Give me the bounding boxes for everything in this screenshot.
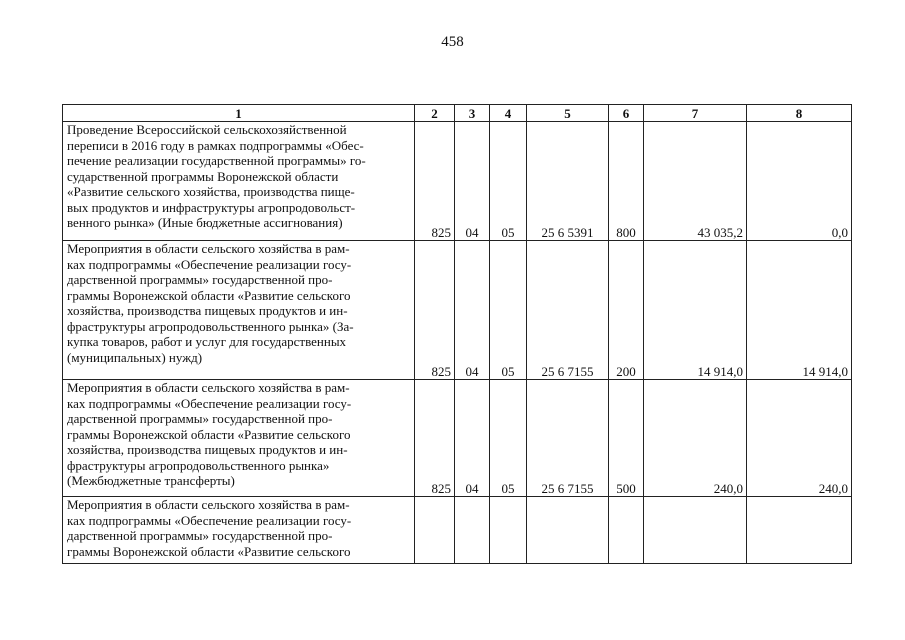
cell-expense-type: 500 (609, 380, 644, 497)
cell-amount-8: 0,0 (747, 122, 852, 241)
description-line: Мероприятия в области сельского хозяйства в рам- (67, 241, 350, 256)
description-line: дарственной программы» государственной про- (67, 411, 333, 426)
description-line: Мероприятия в области сельского хозяйства в рам- (67, 497, 350, 512)
page-number: 458 (441, 34, 464, 50)
cell-amount-8 (747, 497, 852, 564)
cell-target-article: 25 6 5391 (527, 122, 609, 241)
cell-ministry-code: 825 (415, 122, 455, 241)
description-line: сударственной программы Воронежской области (67, 168, 339, 184)
description-line: граммы Воронежской области «Развитие сельского (67, 543, 351, 559)
header-col-1: 1 (63, 105, 415, 122)
cell-target-article: 25 6 7155 (527, 380, 609, 497)
description-line: Мероприятия в области сельского хозяйства в рам- (67, 380, 350, 395)
header-col-7: 7 (644, 105, 747, 122)
row-description (63, 122, 415, 241)
description-line: переписи в 2016 году в рамках подпрограммы «Обес- (67, 137, 364, 153)
cell-expense-type: 800 (609, 122, 644, 241)
cell-section: 04 (455, 380, 490, 497)
header-col-4: 4 (490, 105, 527, 122)
description-line: вых продуктов и инфраструктуры агропродовольст- (67, 199, 356, 215)
header-row (63, 105, 852, 122)
description-line: хозяйства, производства пищевых продуктов и ин- (67, 303, 348, 318)
description-line: ках подпрограммы «Обеспечение реализации госу- (67, 512, 352, 528)
description-line: хозяйства, производства пищевых продуктов и ин- (67, 442, 348, 457)
description-line: граммы Воронежской области «Развитие сельского (67, 426, 351, 442)
cell-target-article: 25 6 7155 (527, 241, 609, 380)
cell-subsection: 05 (490, 380, 527, 497)
table-row (63, 122, 852, 241)
header-col-8: 8 (747, 105, 852, 122)
description-line: Проведение Всероссийской сельскохозяйственной (67, 122, 347, 137)
header-col-5: 5 (527, 105, 609, 122)
cell-ministry-code (415, 497, 455, 564)
description-line: дарственной программы» государственной про- (67, 272, 333, 287)
description-line: печение реализации государственной программы» го- (67, 153, 366, 168)
cell-subsection: 05 (490, 122, 527, 241)
cell-subsection: 05 (490, 241, 527, 380)
table-row (63, 380, 852, 497)
table-row (63, 241, 852, 380)
description-line: «Развитие сельского хозяйства, производства пище- (67, 184, 355, 199)
description-line: ках подпрограммы «Обеспечение реализации госу- (67, 395, 352, 411)
description-line: дарственной программы» государственной про- (67, 528, 333, 543)
cell-amount-7: 43 035,2 (644, 122, 747, 241)
description-line: венного рынка» (Иные бюджетные ассигнования) (67, 215, 343, 230)
table-row (63, 497, 852, 564)
description-line: (Межбюджетные трансферты) (67, 473, 235, 488)
cell-ministry-code: 825 (415, 241, 455, 380)
description-line: фраструктуры агропродовольственного рынка» (За- (67, 318, 354, 334)
description-line: купка товаров, работ и услуг для государственных (67, 334, 347, 349)
cell-expense-type (609, 497, 644, 564)
description-line: ках подпрограммы «Обеспечение реализации госу- (67, 256, 352, 272)
cell-amount-8: 240,0 (747, 380, 852, 497)
row-description (63, 380, 415, 497)
cell-target-article (527, 497, 609, 564)
description-line: (муниципальных) нужд) (67, 349, 203, 365)
cell-amount-7: 240,0 (644, 380, 747, 497)
description-line: граммы Воронежской области «Развитие сельского (67, 287, 351, 303)
row-description (63, 241, 415, 380)
cell-section: 04 (455, 122, 490, 241)
header-col-3: 3 (455, 105, 490, 122)
cell-amount-7 (644, 497, 747, 564)
header-col-2: 2 (415, 105, 455, 122)
cell-section: 04 (455, 241, 490, 380)
cell-expense-type: 200 (609, 241, 644, 380)
cell-ministry-code: 825 (415, 380, 455, 497)
budget-table (62, 104, 852, 564)
cell-subsection (490, 497, 527, 564)
description-line: фраструктуры агропродовольственного рынка» (67, 457, 330, 473)
header-col-6: 6 (609, 105, 644, 122)
row-description (63, 497, 415, 564)
cell-section (455, 497, 490, 564)
cell-amount-7: 14 914,0 (644, 241, 747, 380)
cell-amount-8: 14 914,0 (747, 241, 852, 380)
